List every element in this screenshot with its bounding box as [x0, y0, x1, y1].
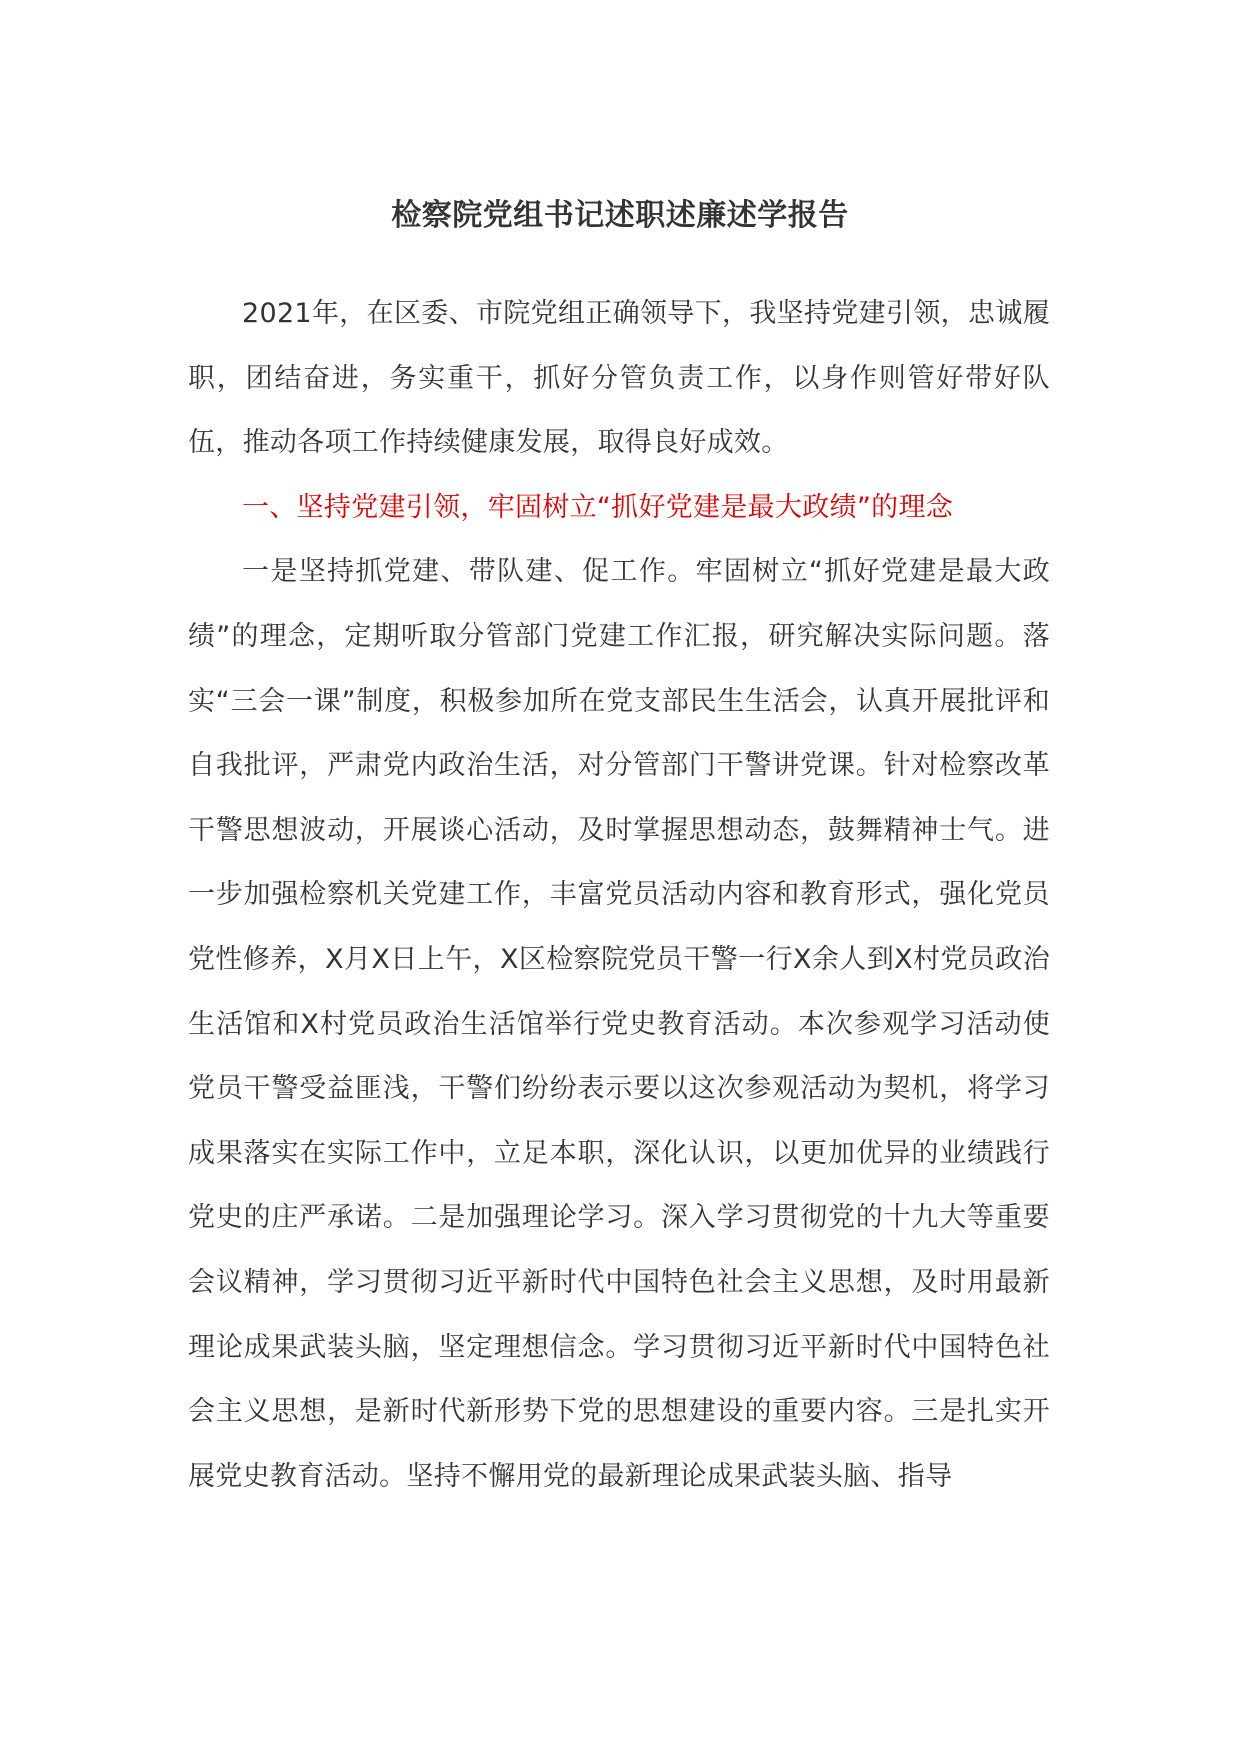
document-body [188, 282, 1050, 1509]
intro-paragraph: 2021年，在区委、市院党组正确领导下，我坚持党建引领，忠诚履职，团结奋进，务实重干，抓好分管负责工作，以身作则管好带好队伍，推动各项工作持续健康发展，取得良好成效。 [188, 298, 1050, 459]
document-title: 检察院党组书记述职述廉述学报告 [391, 198, 849, 233]
section-1-paragraph: 一是坚持抓党建、带队建、促工作。牢固树立“抓好党建是最大政绩”的理念，定期听取分管部门党建工作汇报，研究解决实际问题。落实“三会一课”制度，积极参加所在党支部民生生活会，认真开展批评和自我批评，严肃党内政治生活，对分管部门干警讲党课。针对检察改革干警思想波动，开展谈心活动，及时掌握思想动态，鼓舞精神士气。进一步加强检察机关党建工作，丰富党员活动内容和教育形式，强化党员党性修养，X月X日上午，X区检察院党员干警一行X余人到X村党员政治生活馆和X村党员政治生活馆举行党史教育活动。本次参观学习活动使党员干警受益匪浅，干警们纷纷表示要以这次参观活动为契机，将学习成果落实在实际工作中，立足本职，深化认识，以更加优异的业绩践行党史的庄严承诺。二是加强理论学习。深入学习贯彻党的十九大等重要会议精神，学习贯彻习近平新时代中国特色社会主义思想，及时用最新理论成果武装头脑，坚定理想信念。学习贯彻习近平新时代中国特色社会主义思想，是新时代新形势下党的思想建设的重要内容。三是扎实开展党史教育活动。坚持不懈用党的最新理论成果武装头脑、指导 [188, 556, 1050, 1492]
section-heading-1: 一、坚持党建引领，牢固树立“抓好党建是最大政绩”的理念 [242, 491, 954, 523]
